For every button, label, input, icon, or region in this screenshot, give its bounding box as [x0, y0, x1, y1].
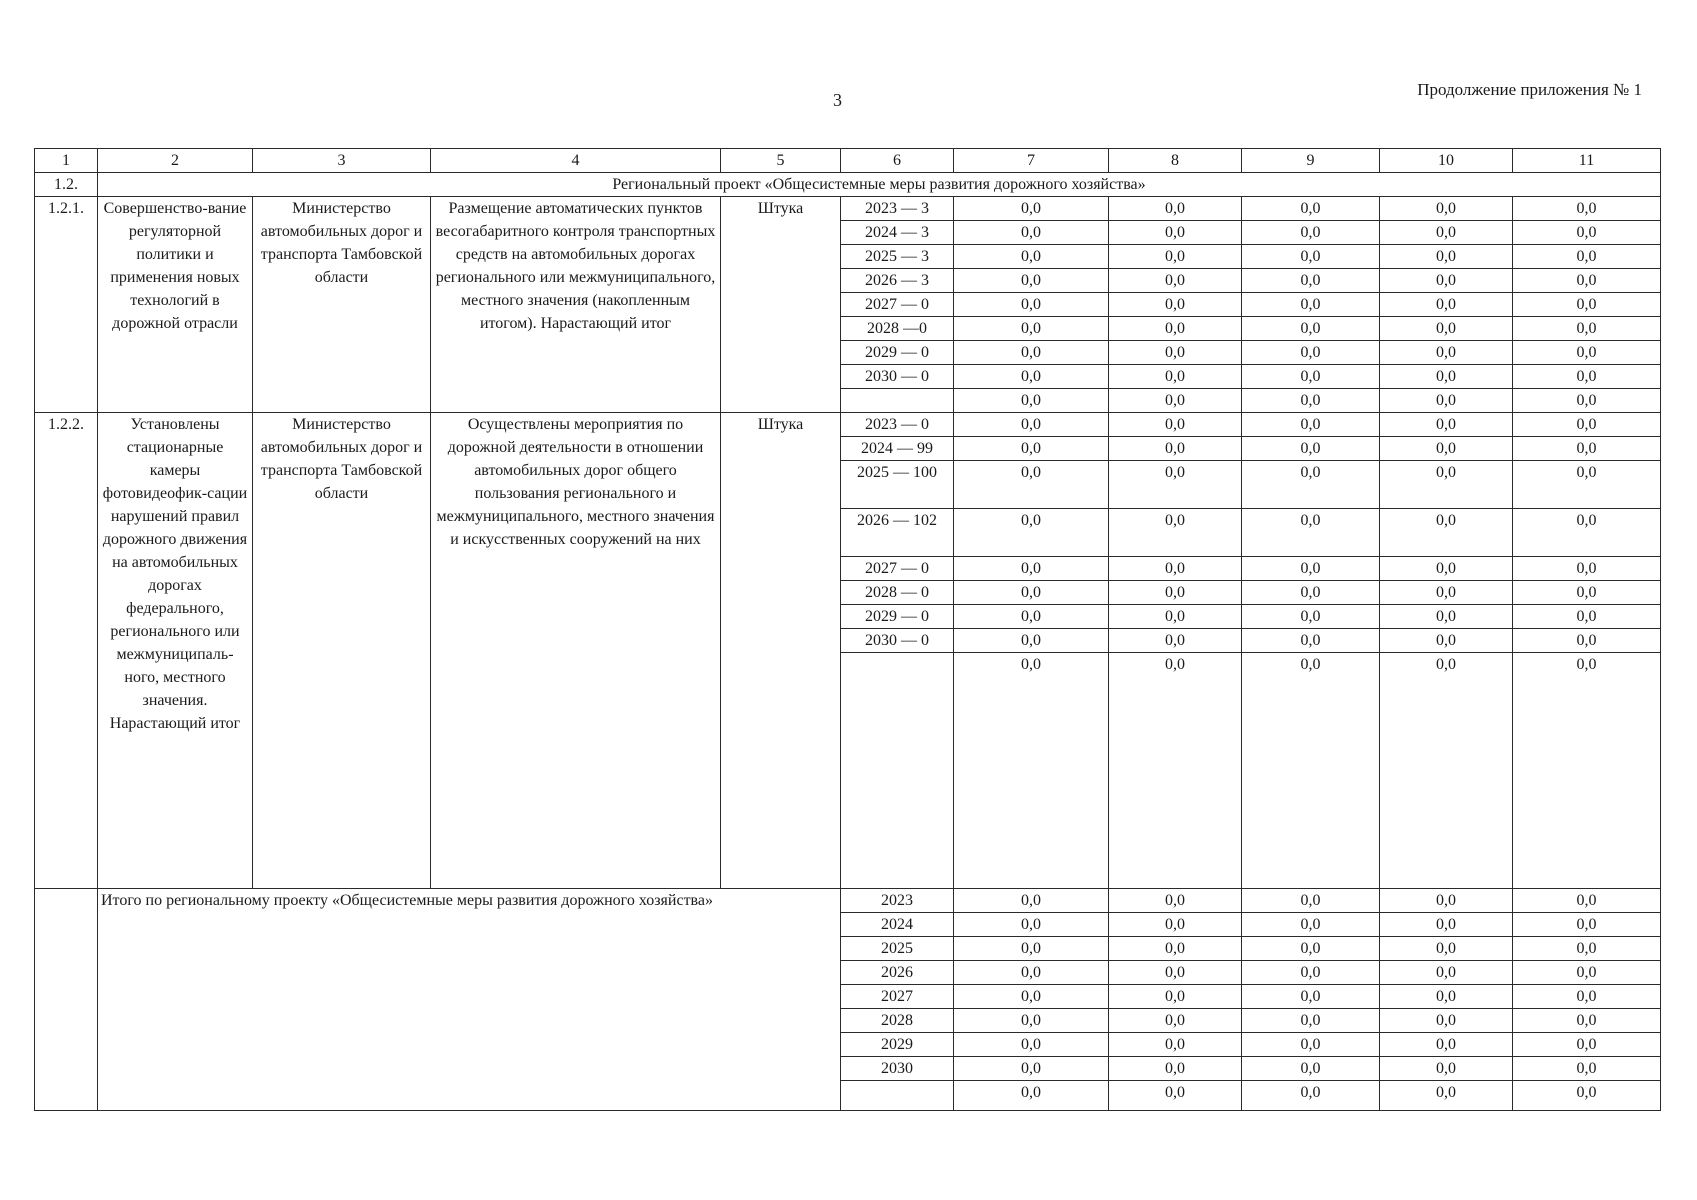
- value-cell: 0,0: [1513, 629, 1661, 653]
- value-cell: 0,0: [1109, 269, 1242, 293]
- value-cell: 0,0: [1380, 269, 1513, 293]
- total-value-cell: 0,0: [1242, 937, 1380, 961]
- value-cell: 0,0: [954, 557, 1109, 581]
- value-cell: 0,0: [1513, 509, 1661, 557]
- year-cell: 2029 — 0: [841, 605, 954, 629]
- item-name: Совершенство-вание регуляторной политики и применения новых технологий в дорожной отрасли: [98, 197, 253, 413]
- total-value-cell: 0,0: [1380, 1081, 1513, 1111]
- total-value-cell: 0,0: [1513, 937, 1661, 961]
- value-cell: 0,0: [1513, 341, 1661, 365]
- section-code: 1.2.: [35, 173, 98, 197]
- year-cell: 2023 — 3: [841, 197, 954, 221]
- total-year-cell: 2026: [841, 961, 954, 985]
- total-value-cell: 0,0: [954, 985, 1109, 1009]
- total-value-cell: 0,0: [1380, 961, 1513, 985]
- value-cell: 0,0: [954, 197, 1109, 221]
- table-body: [35, 149, 1661, 1111]
- year-cell: 2026 — 3: [841, 269, 954, 293]
- value-cell: 0,0: [1109, 293, 1242, 317]
- continuation-note: Продолжение приложения № 1: [1417, 80, 1642, 99]
- value-cell: 0,0: [1109, 581, 1242, 605]
- total-value-cell: 0,0: [954, 889, 1109, 913]
- value-cell: 0,0: [954, 461, 1109, 509]
- value-cell: 0,0: [954, 365, 1109, 389]
- value-cell: 0,0: [1109, 629, 1242, 653]
- table-row: [35, 413, 1661, 437]
- year-cell: 2025 — 3: [841, 245, 954, 269]
- value-cell: 0,0: [1109, 197, 1242, 221]
- total-value-cell: 0,0: [954, 937, 1109, 961]
- value-cell: 0,0: [1109, 221, 1242, 245]
- item-name: Установлены стационарные камеры фотовидеофик-сации нарушений правил дорожного движения на автомобильных дорогах федерального, регионального или межмуниципаль-ного, местного значения. Нарастающий итог: [98, 413, 253, 889]
- total-value-cell: 0,0: [1513, 913, 1661, 937]
- value-cell: 0,0: [1109, 509, 1242, 557]
- total-value-cell: 0,0: [954, 1033, 1109, 1057]
- value-cell: 0,0: [1380, 365, 1513, 389]
- total-year-cell: 2025: [841, 937, 954, 961]
- year-cell: 2025 — 100: [841, 461, 954, 509]
- value-cell: 0,0: [1380, 413, 1513, 437]
- value-cell: 0,0: [954, 221, 1109, 245]
- year-cell: 2023 — 0: [841, 413, 954, 437]
- total-value-cell: 0,0: [1380, 1057, 1513, 1081]
- value-cell: 0,0: [1242, 245, 1380, 269]
- year-cell: 2028 —0: [841, 317, 954, 341]
- total-year-cell: 2023: [841, 889, 954, 913]
- column-number-7: 7: [954, 149, 1109, 173]
- value-cell: 0,0: [1513, 269, 1661, 293]
- total-value-cell: 0,0: [1109, 937, 1242, 961]
- value-cell: 0,0: [1513, 413, 1661, 437]
- year-cell: 2027 — 0: [841, 557, 954, 581]
- data-table: [34, 148, 1661, 1111]
- value-cell: 0,0: [1242, 389, 1380, 413]
- total-value-cell: 0,0: [954, 913, 1109, 937]
- year-cell: 2026 — 102: [841, 509, 954, 557]
- total-value-cell: 0,0: [1513, 961, 1661, 985]
- value-cell: 0,0: [1242, 629, 1380, 653]
- value-cell: 0,0: [954, 629, 1109, 653]
- value-cell: 0,0: [1109, 389, 1242, 413]
- value-cell: 0,0: [954, 245, 1109, 269]
- value-cell: 0,0: [954, 341, 1109, 365]
- value-cell: 0,0: [1109, 413, 1242, 437]
- total-value-cell: 0,0: [1242, 1033, 1380, 1057]
- value-cell: 0,0: [1380, 221, 1513, 245]
- value-cell: 0,0: [954, 653, 1109, 889]
- value-cell: 0,0: [1109, 365, 1242, 389]
- total-value-cell: 0,0: [1242, 889, 1380, 913]
- value-cell: 0,0: [1109, 245, 1242, 269]
- column-number-9: 9: [1242, 149, 1380, 173]
- section-title: Региональный проект «Общесистемные меры развития дорожного хозяйства»: [98, 173, 1661, 197]
- section-row: [35, 173, 1661, 197]
- value-cell: 0,0: [1242, 413, 1380, 437]
- value-cell: 0,0: [954, 389, 1109, 413]
- year-cell: 2024 — 99: [841, 437, 954, 461]
- total-year-cell: 2028: [841, 1009, 954, 1033]
- value-cell: 0,0: [1242, 221, 1380, 245]
- value-cell: 0,0: [1513, 389, 1661, 413]
- total-value-cell: 0,0: [1109, 889, 1242, 913]
- value-cell: 0,0: [954, 437, 1109, 461]
- value-cell: 0,0: [1513, 557, 1661, 581]
- total-value-cell: 0,0: [1109, 961, 1242, 985]
- value-cell: 0,0: [1380, 461, 1513, 509]
- value-cell: 0,0: [1380, 389, 1513, 413]
- value-cell: 0,0: [1242, 197, 1380, 221]
- total-year-cell: 2024: [841, 913, 954, 937]
- value-cell: 0,0: [1242, 557, 1380, 581]
- value-cell: 0,0: [1242, 341, 1380, 365]
- year-cell: 2027 — 0: [841, 293, 954, 317]
- item-indicator: Размещение автоматических пунктов весогабаритного контроля транспортных средств на автомобильных дорогах регионального или межмуниципального, местного значения (накопленным итогом). Нарастающий итог: [431, 197, 721, 413]
- value-cell: 0,0: [1109, 341, 1242, 365]
- total-value-cell: 0,0: [1513, 1081, 1661, 1111]
- value-cell: 0,0: [1513, 293, 1661, 317]
- value-cell: 0,0: [1513, 365, 1661, 389]
- value-cell: 0,0: [1109, 317, 1242, 341]
- value-cell: 0,0: [954, 293, 1109, 317]
- total-value-cell: 0,0: [1513, 985, 1661, 1009]
- total-value-cell: 0,0: [1513, 889, 1661, 913]
- total-code-cell: [35, 889, 98, 1111]
- value-cell: 0,0: [1380, 197, 1513, 221]
- year-cell: 2029 — 0: [841, 341, 954, 365]
- table-row: [35, 197, 1661, 221]
- value-cell: 0,0: [1380, 437, 1513, 461]
- page-number: 3: [833, 90, 842, 110]
- value-cell: 0,0: [1513, 461, 1661, 509]
- total-value-cell: 0,0: [1109, 1009, 1242, 1033]
- total-value-cell: 0,0: [1242, 1009, 1380, 1033]
- value-cell: 0,0: [1380, 629, 1513, 653]
- value-cell: 0,0: [1242, 293, 1380, 317]
- value-cell: 0,0: [1109, 653, 1242, 889]
- value-cell: 0,0: [1380, 653, 1513, 889]
- value-cell: 0,0: [954, 413, 1109, 437]
- total-value-cell: 0,0: [1380, 913, 1513, 937]
- value-cell: 0,0: [1380, 341, 1513, 365]
- value-cell: 0,0: [1513, 437, 1661, 461]
- total-value-cell: 0,0: [1242, 961, 1380, 985]
- value-cell: 0,0: [954, 509, 1109, 557]
- value-cell: 0,0: [1242, 461, 1380, 509]
- value-cell: 0,0: [1242, 365, 1380, 389]
- value-cell: 0,0: [1380, 605, 1513, 629]
- item-code: 1.2.2.: [35, 413, 98, 889]
- value-cell: 0,0: [1242, 605, 1380, 629]
- total-year-cell: 2029: [841, 1033, 954, 1057]
- value-cell: 0,0: [1380, 245, 1513, 269]
- total-value-cell: 0,0: [954, 961, 1109, 985]
- value-cell: 0,0: [1380, 293, 1513, 317]
- column-number-8: 8: [1109, 149, 1242, 173]
- value-cell: 0,0: [954, 269, 1109, 293]
- year-cell: [841, 653, 954, 889]
- total-value-cell: 0,0: [1109, 1057, 1242, 1081]
- total-value-cell: 0,0: [1109, 913, 1242, 937]
- total-value-cell: 0,0: [954, 1081, 1109, 1111]
- column-number-10: 10: [1380, 149, 1513, 173]
- value-cell: 0,0: [1109, 557, 1242, 581]
- value-cell: 0,0: [1109, 605, 1242, 629]
- value-cell: 0,0: [1242, 317, 1380, 341]
- value-cell: 0,0: [1513, 581, 1661, 605]
- value-cell: 0,0: [1109, 461, 1242, 509]
- column-number-1: 1: [35, 149, 98, 173]
- total-value-cell: 0,0: [1513, 1009, 1661, 1033]
- value-cell: 0,0: [954, 317, 1109, 341]
- value-cell: 0,0: [954, 581, 1109, 605]
- value-cell: 0,0: [1242, 653, 1380, 889]
- item-unit: Штука: [721, 197, 841, 413]
- total-value-cell: 0,0: [1380, 1033, 1513, 1057]
- total-value-cell: 0,0: [1380, 985, 1513, 1009]
- total-value-cell: 0,0: [1513, 1057, 1661, 1081]
- year-cell: 2030 — 0: [841, 365, 954, 389]
- item-indicator: Осуществлены мероприятия по дорожной деятельности в отношении автомобильных дорог общего пользования регионального и межмуниципального, местного значения и искусственных сооружений на них: [431, 413, 721, 889]
- item-executor: Министерство автомобильных дорог и транспорта Тамбовской области: [253, 413, 431, 889]
- value-cell: 0,0: [1380, 557, 1513, 581]
- year-cell: [841, 389, 954, 413]
- value-cell: 0,0: [1109, 437, 1242, 461]
- value-cell: 0,0: [1513, 245, 1661, 269]
- total-value-cell: 0,0: [1109, 1081, 1242, 1111]
- total-row: [35, 889, 1661, 913]
- total-year-cell: 2030: [841, 1057, 954, 1081]
- column-number-5: 5: [721, 149, 841, 173]
- value-cell: 0,0: [1513, 653, 1661, 889]
- total-value-cell: 0,0: [954, 1009, 1109, 1033]
- value-cell: 0,0: [1380, 509, 1513, 557]
- total-label: Итого по региональному проекту «Общесистемные меры развития дорожного хозяйства»: [98, 889, 841, 1111]
- item-code: 1.2.1.: [35, 197, 98, 413]
- value-cell: 0,0: [954, 605, 1109, 629]
- total-value-cell: 0,0: [954, 1057, 1109, 1081]
- total-value-cell: 0,0: [1242, 1057, 1380, 1081]
- value-cell: 0,0: [1513, 221, 1661, 245]
- value-cell: 0,0: [1380, 317, 1513, 341]
- year-cell: 2030 — 0: [841, 629, 954, 653]
- header-row: [35, 149, 1661, 173]
- value-cell: 0,0: [1242, 269, 1380, 293]
- value-cell: 0,0: [1513, 197, 1661, 221]
- year-cell: 2024 — 3: [841, 221, 954, 245]
- column-number-6: 6: [841, 149, 954, 173]
- total-value-cell: 0,0: [1242, 1081, 1380, 1111]
- total-value-cell: 0,0: [1380, 937, 1513, 961]
- total-value-cell: 0,0: [1109, 985, 1242, 1009]
- total-value-cell: 0,0: [1380, 1009, 1513, 1033]
- column-number-3: 3: [253, 149, 431, 173]
- total-value-cell: 0,0: [1109, 1033, 1242, 1057]
- item-executor: Министерство автомобильных дорог и транспорта Тамбовской области: [253, 197, 431, 413]
- column-number-4: 4: [431, 149, 721, 173]
- total-value-cell: 0,0: [1380, 889, 1513, 913]
- year-cell: 2028 — 0: [841, 581, 954, 605]
- total-year-cell: 2027: [841, 985, 954, 1009]
- value-cell: 0,0: [1242, 437, 1380, 461]
- total-value-cell: 0,0: [1513, 1033, 1661, 1057]
- total-year-cell: [841, 1081, 954, 1111]
- value-cell: 0,0: [1513, 317, 1661, 341]
- value-cell: 0,0: [1242, 581, 1380, 605]
- value-cell: 0,0: [1242, 509, 1380, 557]
- total-value-cell: 0,0: [1242, 913, 1380, 937]
- total-value-cell: 0,0: [1242, 985, 1380, 1009]
- value-cell: 0,0: [1513, 605, 1661, 629]
- column-number-11: 11: [1513, 149, 1661, 173]
- column-number-2: 2: [98, 149, 253, 173]
- item-unit: Штука: [721, 413, 841, 889]
- value-cell: 0,0: [1380, 581, 1513, 605]
